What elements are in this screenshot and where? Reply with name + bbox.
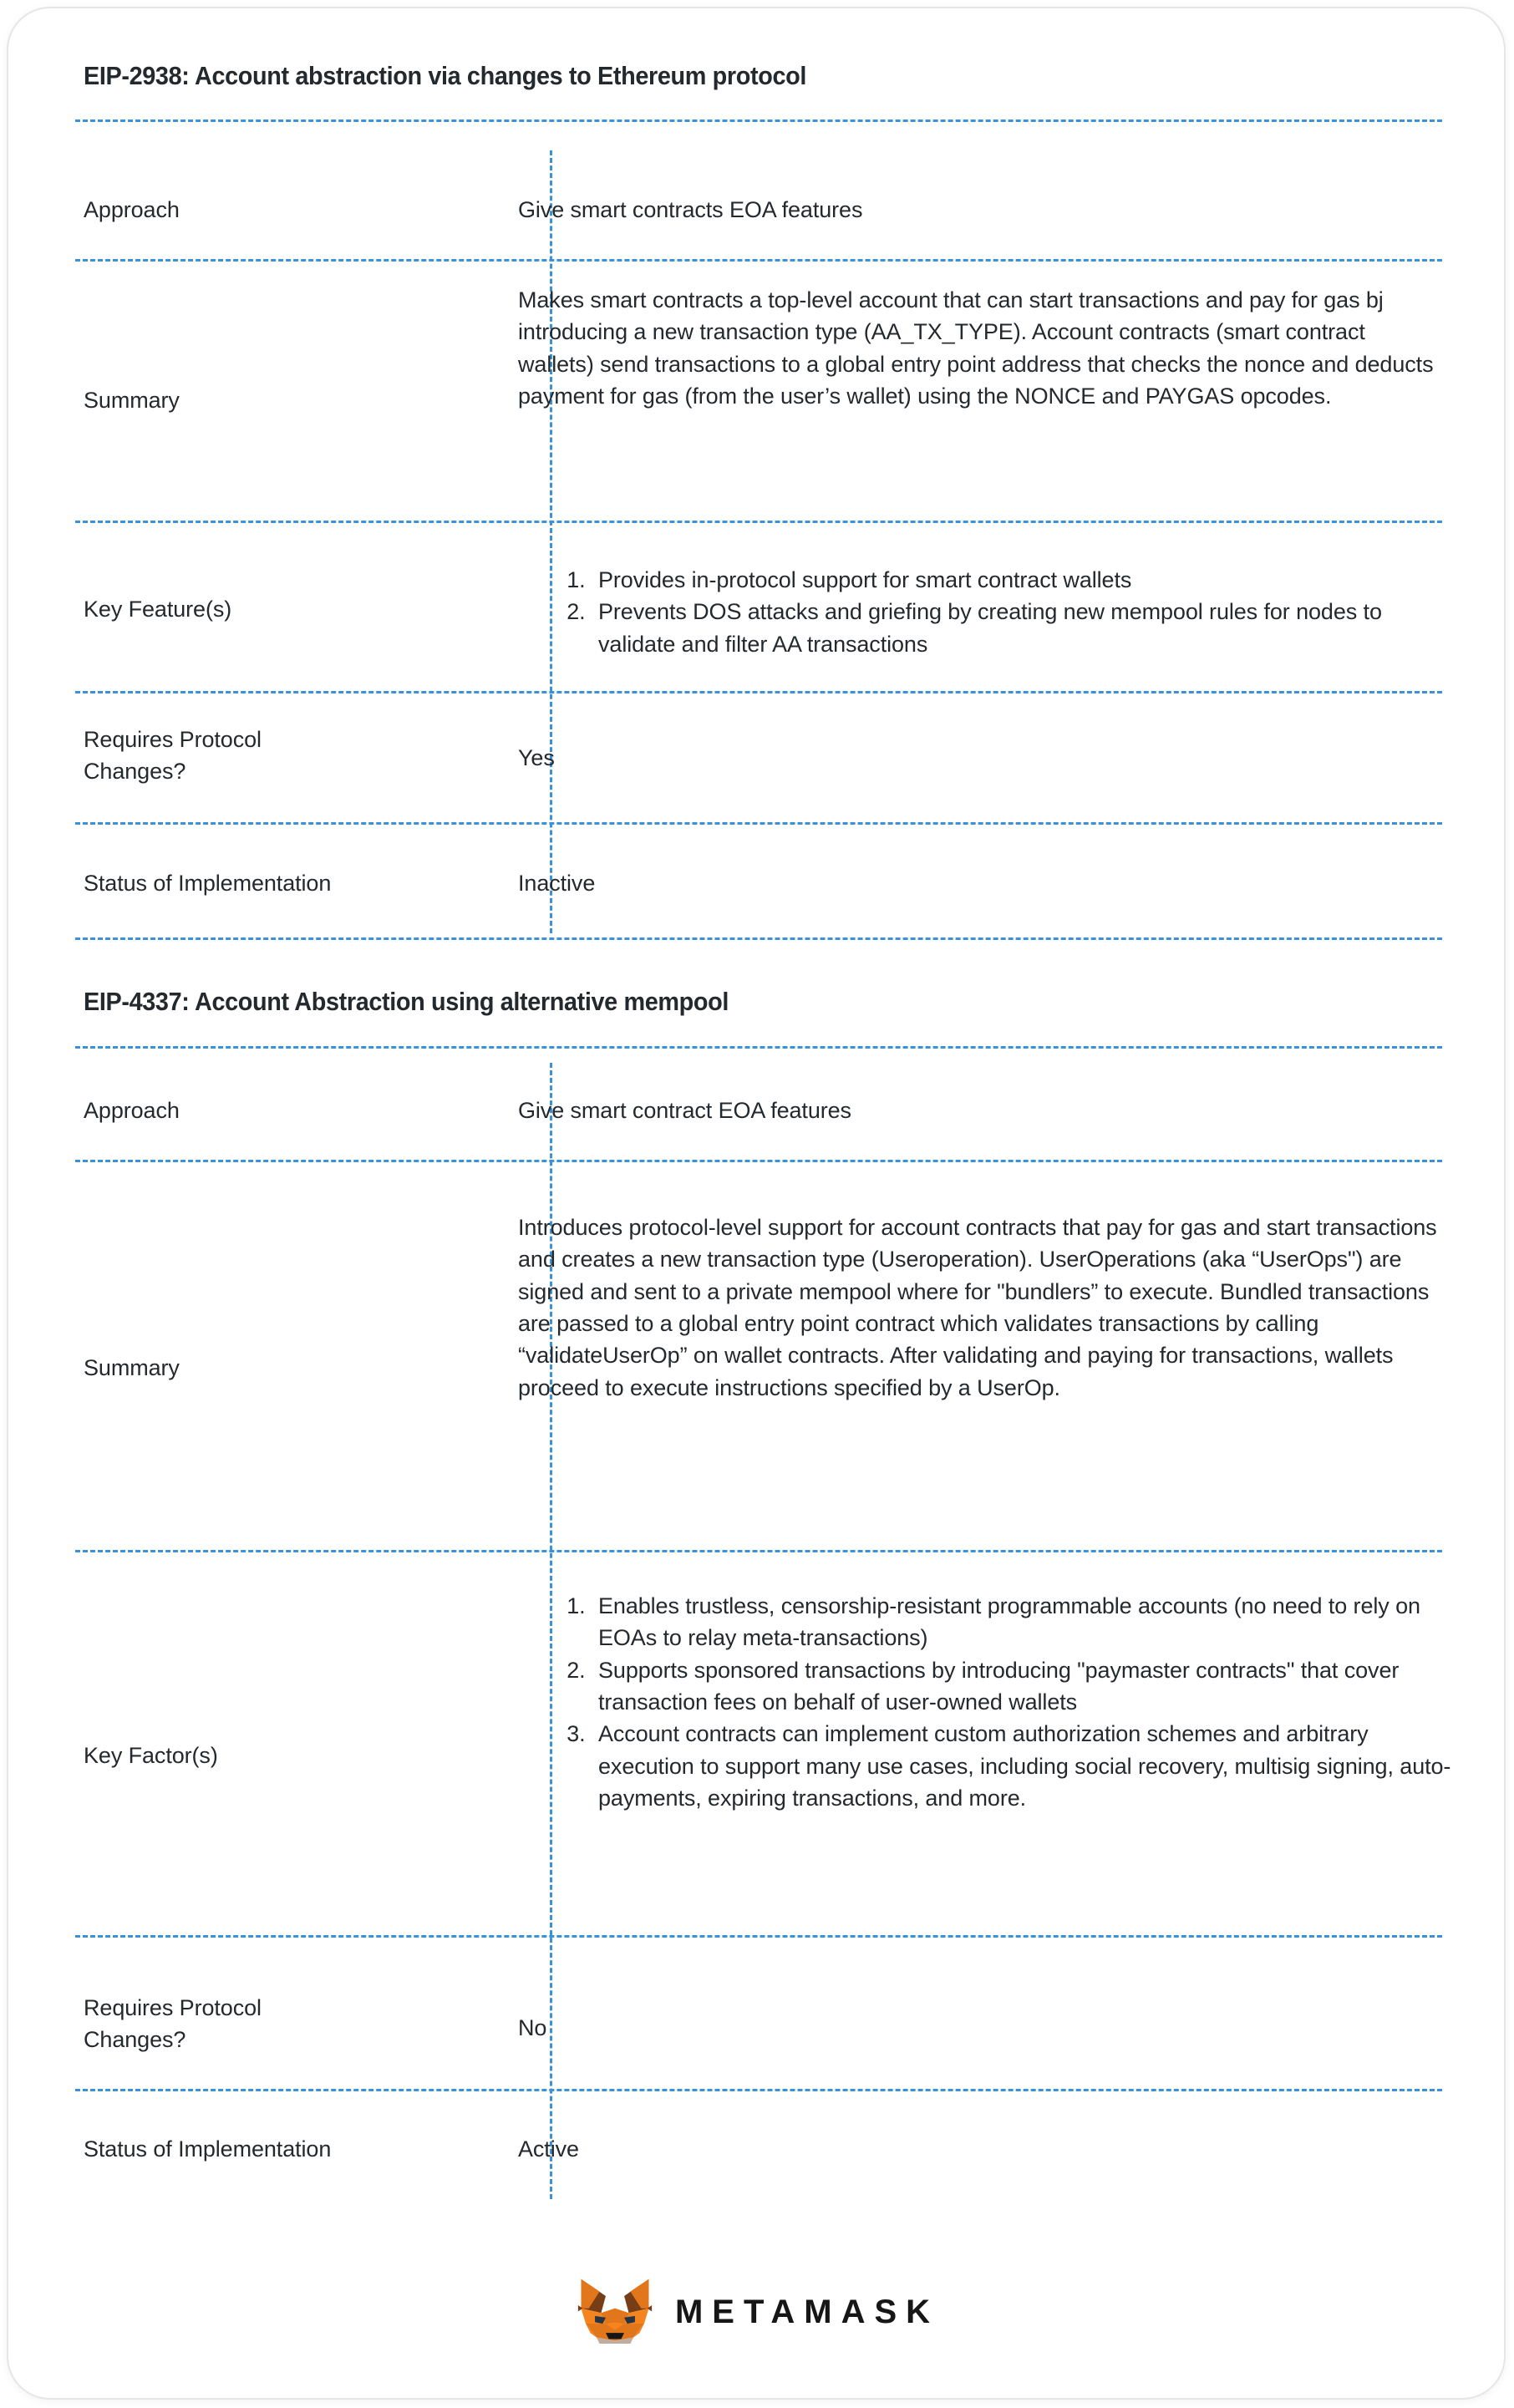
- row-value-summary: Introduces protocol-level support for account contracts that pay for gas and start transactions and creates a new transaction type (Useroperation). UserOperations (aka “UserOps") are signed and sent to a private mempool where for "bundlers” to execute. Bundled transactions are passed to a global entry point contract which validates transactions by calling “validateUserOp” on wallet contracts. After validating and paying for transactions, wallets proceed to execute instructions specified by a UserOp.: [518, 1215, 1437, 1400]
- comparison-card: [7, 7, 1506, 2400]
- row-value-approach: Give smart contracts EOA features: [518, 197, 863, 222]
- divider-horizontal: [75, 119, 1442, 122]
- footer-logo: [8, 2274, 1506, 2346]
- list-item: 1. Provides in-protocol support for smart contract wallets: [592, 564, 1445, 596]
- divider-horizontal: [75, 259, 1442, 262]
- divider-horizontal: [75, 1160, 1442, 1162]
- divider-horizontal: [75, 1935, 1442, 1938]
- row-label-requires-protocol-changes: Requires Protocol Changes?: [84, 727, 262, 785]
- row-value-status-of-implementation: Active: [518, 2136, 579, 2162]
- divider-horizontal: [75, 1046, 1442, 1049]
- row-label-key-features: Key Feature(s): [84, 597, 232, 622]
- row-value-requires-protocol-changes: Yes: [518, 745, 555, 770]
- divider-horizontal: [75, 822, 1442, 825]
- row-label-requires-protocol-changes: Requires Protocol Changes?: [84, 1995, 262, 2053]
- row-value-approach: Give smart contract EOA features: [518, 1098, 851, 1123]
- row-label-summary: Summary: [84, 388, 180, 413]
- list-item: 2. Supports sponsored transactions by introducing "paymaster contracts" that cover transaction fees on behalf of user-owned wallets: [592, 1654, 1454, 1719]
- divider-horizontal: [75, 1550, 1442, 1552]
- metamask-fox-icon: [577, 2274, 653, 2346]
- row-label-approach: Approach: [84, 1098, 180, 1123]
- row-label-status-of-implementation: Status of Implementation: [84, 2136, 332, 2162]
- section-heading-eip-4337: EIP-4337: Account Abstraction using alternative mempool: [84, 987, 729, 1016]
- row-value-status-of-implementation: Inactive: [518, 871, 596, 896]
- row-value-key-features: [543, 564, 1445, 660]
- list-item: 3. Account contracts can implement custom authorization schemes and arbitrary execution to support many use cases, including social recovery, multisig signing, auto-payments, expiring transactions, and more.: [592, 1718, 1454, 1814]
- list-item: 1. Enables trustless, censorship-resistant programmable accounts (no need to rely on EOAs to relay meta-transactions): [592, 1590, 1454, 1654]
- key-features-list: [543, 564, 1445, 660]
- row-value-key-factors: [543, 1590, 1454, 1814]
- divider-horizontal: [75, 937, 1442, 940]
- divider-horizontal: [75, 691, 1442, 693]
- key-factors-list: [543, 1590, 1454, 1814]
- row-label-key-factors: Key Factor(s): [84, 1743, 218, 1768]
- metamask-wordmark: METAMASK: [674, 2293, 940, 2330]
- row-label-approach: Approach: [84, 197, 180, 222]
- divider-horizontal: [75, 521, 1442, 523]
- list-item: 2. Prevents DOS attacks and griefing by creating new mempool rules for nodes to validate and filter AA transactions: [592, 596, 1445, 660]
- card-inner: [75, 8, 1451, 2398]
- row-label-summary: Summary: [84, 1355, 180, 1380]
- row-label-status-of-implementation: Status of Implementation: [84, 871, 332, 896]
- divider-horizontal: [75, 2089, 1442, 2091]
- divider-vertical: [550, 150, 552, 933]
- row-value-summary: Makes smart contracts a top-level account that can start transactions and pay for gas bj introducing a new transaction type (AA_TX_TYPE). Account contracts (smart contract wallets) send transactions to a global entry point address that checks the nonce and deducts payment for gas (from the user’s wallet) using the NONCE and PAYGAS opcodes.: [518, 287, 1434, 409]
- row-value-requires-protocol-changes: No: [518, 2015, 547, 2040]
- section-heading-eip-2938: EIP-2938: Account abstraction via changes to Ethereum protocol: [84, 61, 807, 90]
